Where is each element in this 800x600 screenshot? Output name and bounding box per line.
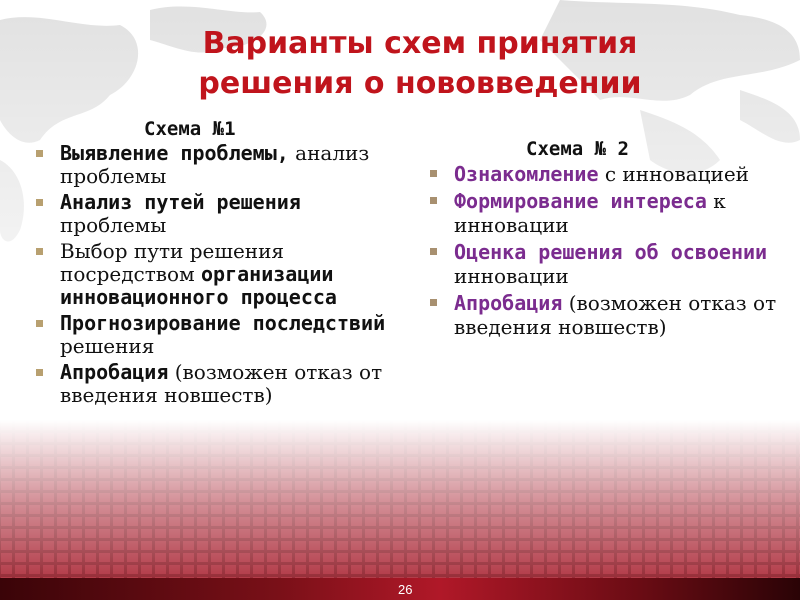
item-text: решения (60, 334, 155, 358)
list-item (34, 361, 404, 407)
square-bullet-icon (36, 150, 43, 157)
item-text: Выбор пути решения посредством (60, 239, 285, 286)
item-text-strong: Апробация (60, 360, 169, 384)
item-text-strong: Анализ путей решения (60, 190, 301, 214)
item-text: (возможен отказ от введения новшеств) (454, 291, 777, 339)
list-item (34, 142, 404, 188)
item-text-accent: Формирование интереса (454, 189, 707, 213)
scheme-2-heading: Схема № 2 (526, 138, 629, 160)
scheme-2-column (428, 138, 778, 342)
grid-pattern-background (0, 420, 800, 600)
item-text: с инновацией (598, 162, 749, 186)
item-text-strong: организации инновационного процесса (60, 262, 337, 309)
scheme-1-list (34, 142, 404, 407)
item-text: к инновации (454, 189, 726, 237)
list-item (428, 162, 778, 186)
item-text: инновации (454, 264, 569, 288)
square-bullet-icon (36, 320, 43, 327)
square-bullet-icon (36, 369, 43, 376)
scheme-2-list (428, 162, 778, 339)
title-line-2: решения о нововведении (198, 66, 642, 101)
scheme-1-heading: Схема №1 (144, 118, 236, 140)
title-line-1: Варианты схем принятия (202, 26, 638, 61)
list-item (428, 189, 778, 237)
slide-title (120, 24, 720, 104)
item-text-accent: Оценка решения об освоении (454, 240, 768, 264)
list-item (34, 240, 404, 309)
square-bullet-icon (430, 197, 437, 204)
list-item (428, 240, 778, 288)
item-text-accent: Ознакомление (454, 162, 599, 186)
item-text: проблемы (60, 213, 167, 237)
list-item (428, 291, 778, 339)
square-bullet-icon (430, 299, 437, 306)
list-item (34, 191, 404, 237)
item-text: анализ проблемы (60, 141, 370, 188)
square-bullet-icon (430, 248, 437, 255)
item-text-strong: Выявление проблемы, (60, 141, 289, 165)
page-number: 26 (398, 582, 413, 597)
square-bullet-icon (430, 170, 437, 177)
square-bullet-icon (36, 199, 43, 206)
item-text-accent: Апробация (454, 291, 563, 315)
square-bullet-icon (36, 248, 43, 255)
scheme-1-column (34, 118, 404, 410)
item-text: (возможен отказ от введения новшеств) (60, 360, 383, 407)
list-item (34, 312, 404, 358)
item-text-strong: Прогнозирование последствий (60, 311, 386, 335)
